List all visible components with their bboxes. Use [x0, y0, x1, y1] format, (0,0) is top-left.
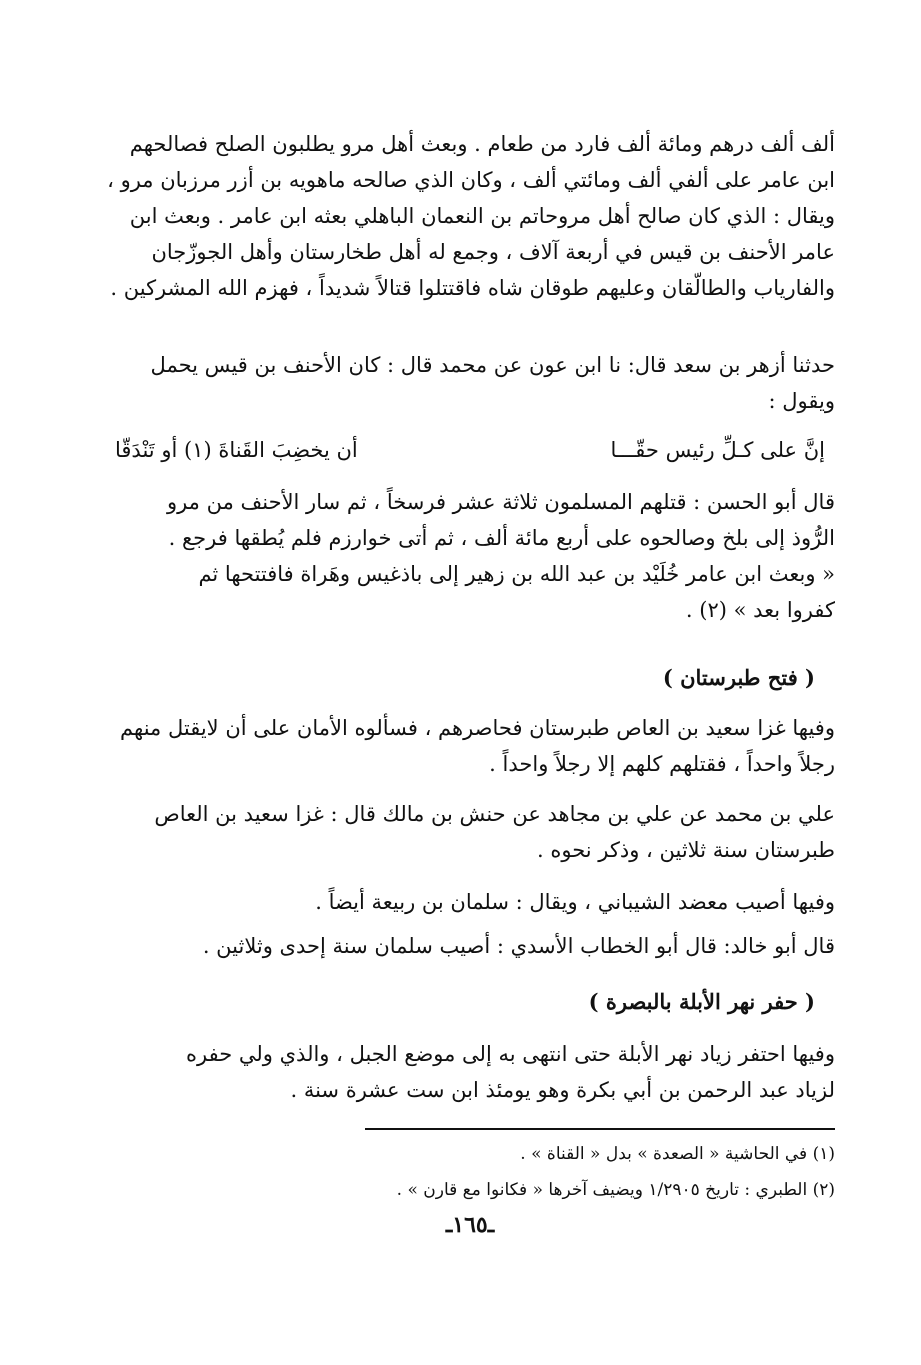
text-line: ابن عامر على ألفي ألف ومائتي ألف ، وكان الذي صالحه ماهويه بن أزر مرزبان مرو ،: [107, 168, 835, 192]
page-number: ـ١٦٥ـ: [445, 1212, 495, 1238]
text-line: قال أبو خالد: قال أبو الخطاب الأسدي : أصيب سلمان سنة إحدى وثلاثين .: [202, 934, 835, 958]
paragraph: [105, 1036, 835, 1108]
paragraph: [105, 884, 835, 920]
text-line: قال أبو الحسن : قتلهم المسلمون ثلاثة عشر فرسخاً ، ثم سار الأحنف من مرو: [166, 490, 835, 514]
text-line: علي بن محمد عن علي بن مجاهد عن حنش بن مالك قال : غزا سعيد بن العاص: [154, 802, 835, 826]
paragraph: [105, 347, 835, 419]
footnote: (٢) الطبري : تاريخ ١/٢٩٠٥ ويضيف آخرها « فكانوا مع قارن » .: [396, 1180, 835, 1200]
section-heading: ( فتح طبرستان ): [662, 665, 815, 690]
text-line: الرُّوذ إلى بلخ وصالحوه على أربع مائة ألف ، ثم أتى خوارزم فلم يُطقها فرجع .: [168, 526, 835, 550]
text-line: لزياد عبد الرحمن بن أبي بكرة وهو يومئذ ابن ست عشرة سنة .: [290, 1078, 835, 1102]
text-line: ألف ألف درهم ومائة ألف فارد من طعام . وبعث أهل مرو يطلبون الصلح فصالحهم: [129, 132, 835, 156]
poetry-verse: [105, 432, 835, 468]
paragraph: [105, 796, 835, 868]
text-line: وفيها أصيب معضد الشيباني ، ويقال : سلمان بن ربيعة أيضاً .: [315, 890, 835, 914]
paragraph: [105, 126, 835, 306]
text-line: حدثنا أزهر بن سعد قال: نا ابن عون عن محمد قال : كان الأحنف بن قيس يحمل: [150, 353, 835, 377]
text-line: « وبعث ابن عامر خُلَيْد بن عبد الله بن زهير إلى باذغيس وهَراة فافتتحها ثم: [198, 562, 835, 586]
text-line: طبرستان سنة ثلاثين ، وذكر نحوه .: [537, 838, 835, 862]
footnote-divider: [365, 1128, 835, 1130]
text-line: عامر الأحنف بن قيس في أربعة آلاف ، وجمع له أهل طخارستان وأهل الجوزّجان: [151, 240, 835, 264]
paragraph: [105, 484, 835, 628]
text-line: والفارياب والطالّقان وعليهم طوقان شاه فاقتتلوا قتالاً شديداً ، فهزم الله المشركين .: [110, 276, 835, 300]
paragraph: [105, 710, 835, 782]
text-line: رجلاً واحداً ، فقتلهم كلهم إلا رجلاً واحداً .: [489, 752, 835, 776]
footnote: (١) في الحاشية « الصعدة » بدل « القناة » .: [520, 1144, 835, 1164]
text-line: ويقال : الذي كان صالح أهل مروحاتم بن النعمان الباهلي بعثه ابن عامر . وبعث ابن: [129, 204, 835, 228]
text-line: وفيها غزا سعيد بن العاص طبرستان فحاصرهم ، فسألوه الأمان على أن لايقتل منهم: [120, 716, 835, 740]
section-heading: ( حفر نهر الأبلة بالبصرة ): [588, 989, 815, 1014]
text-line: وفيها احتفر زياد نهر الأبلة حتى انتهى به إلى موضع الجبل ، والذي ولي حفره: [186, 1042, 835, 1066]
text-line: كفروا بعد » (٢) .: [685, 598, 835, 622]
verse-hemistich-left: أن يخضِبَ القَناةَ (١) أو تَنْدَقّا: [115, 438, 358, 462]
text-line: ويقول :: [768, 389, 835, 413]
verse-hemistich-right: إنَّ على كـلِّ رئيس حقّـــا: [610, 438, 825, 462]
paragraph: [105, 928, 835, 964]
